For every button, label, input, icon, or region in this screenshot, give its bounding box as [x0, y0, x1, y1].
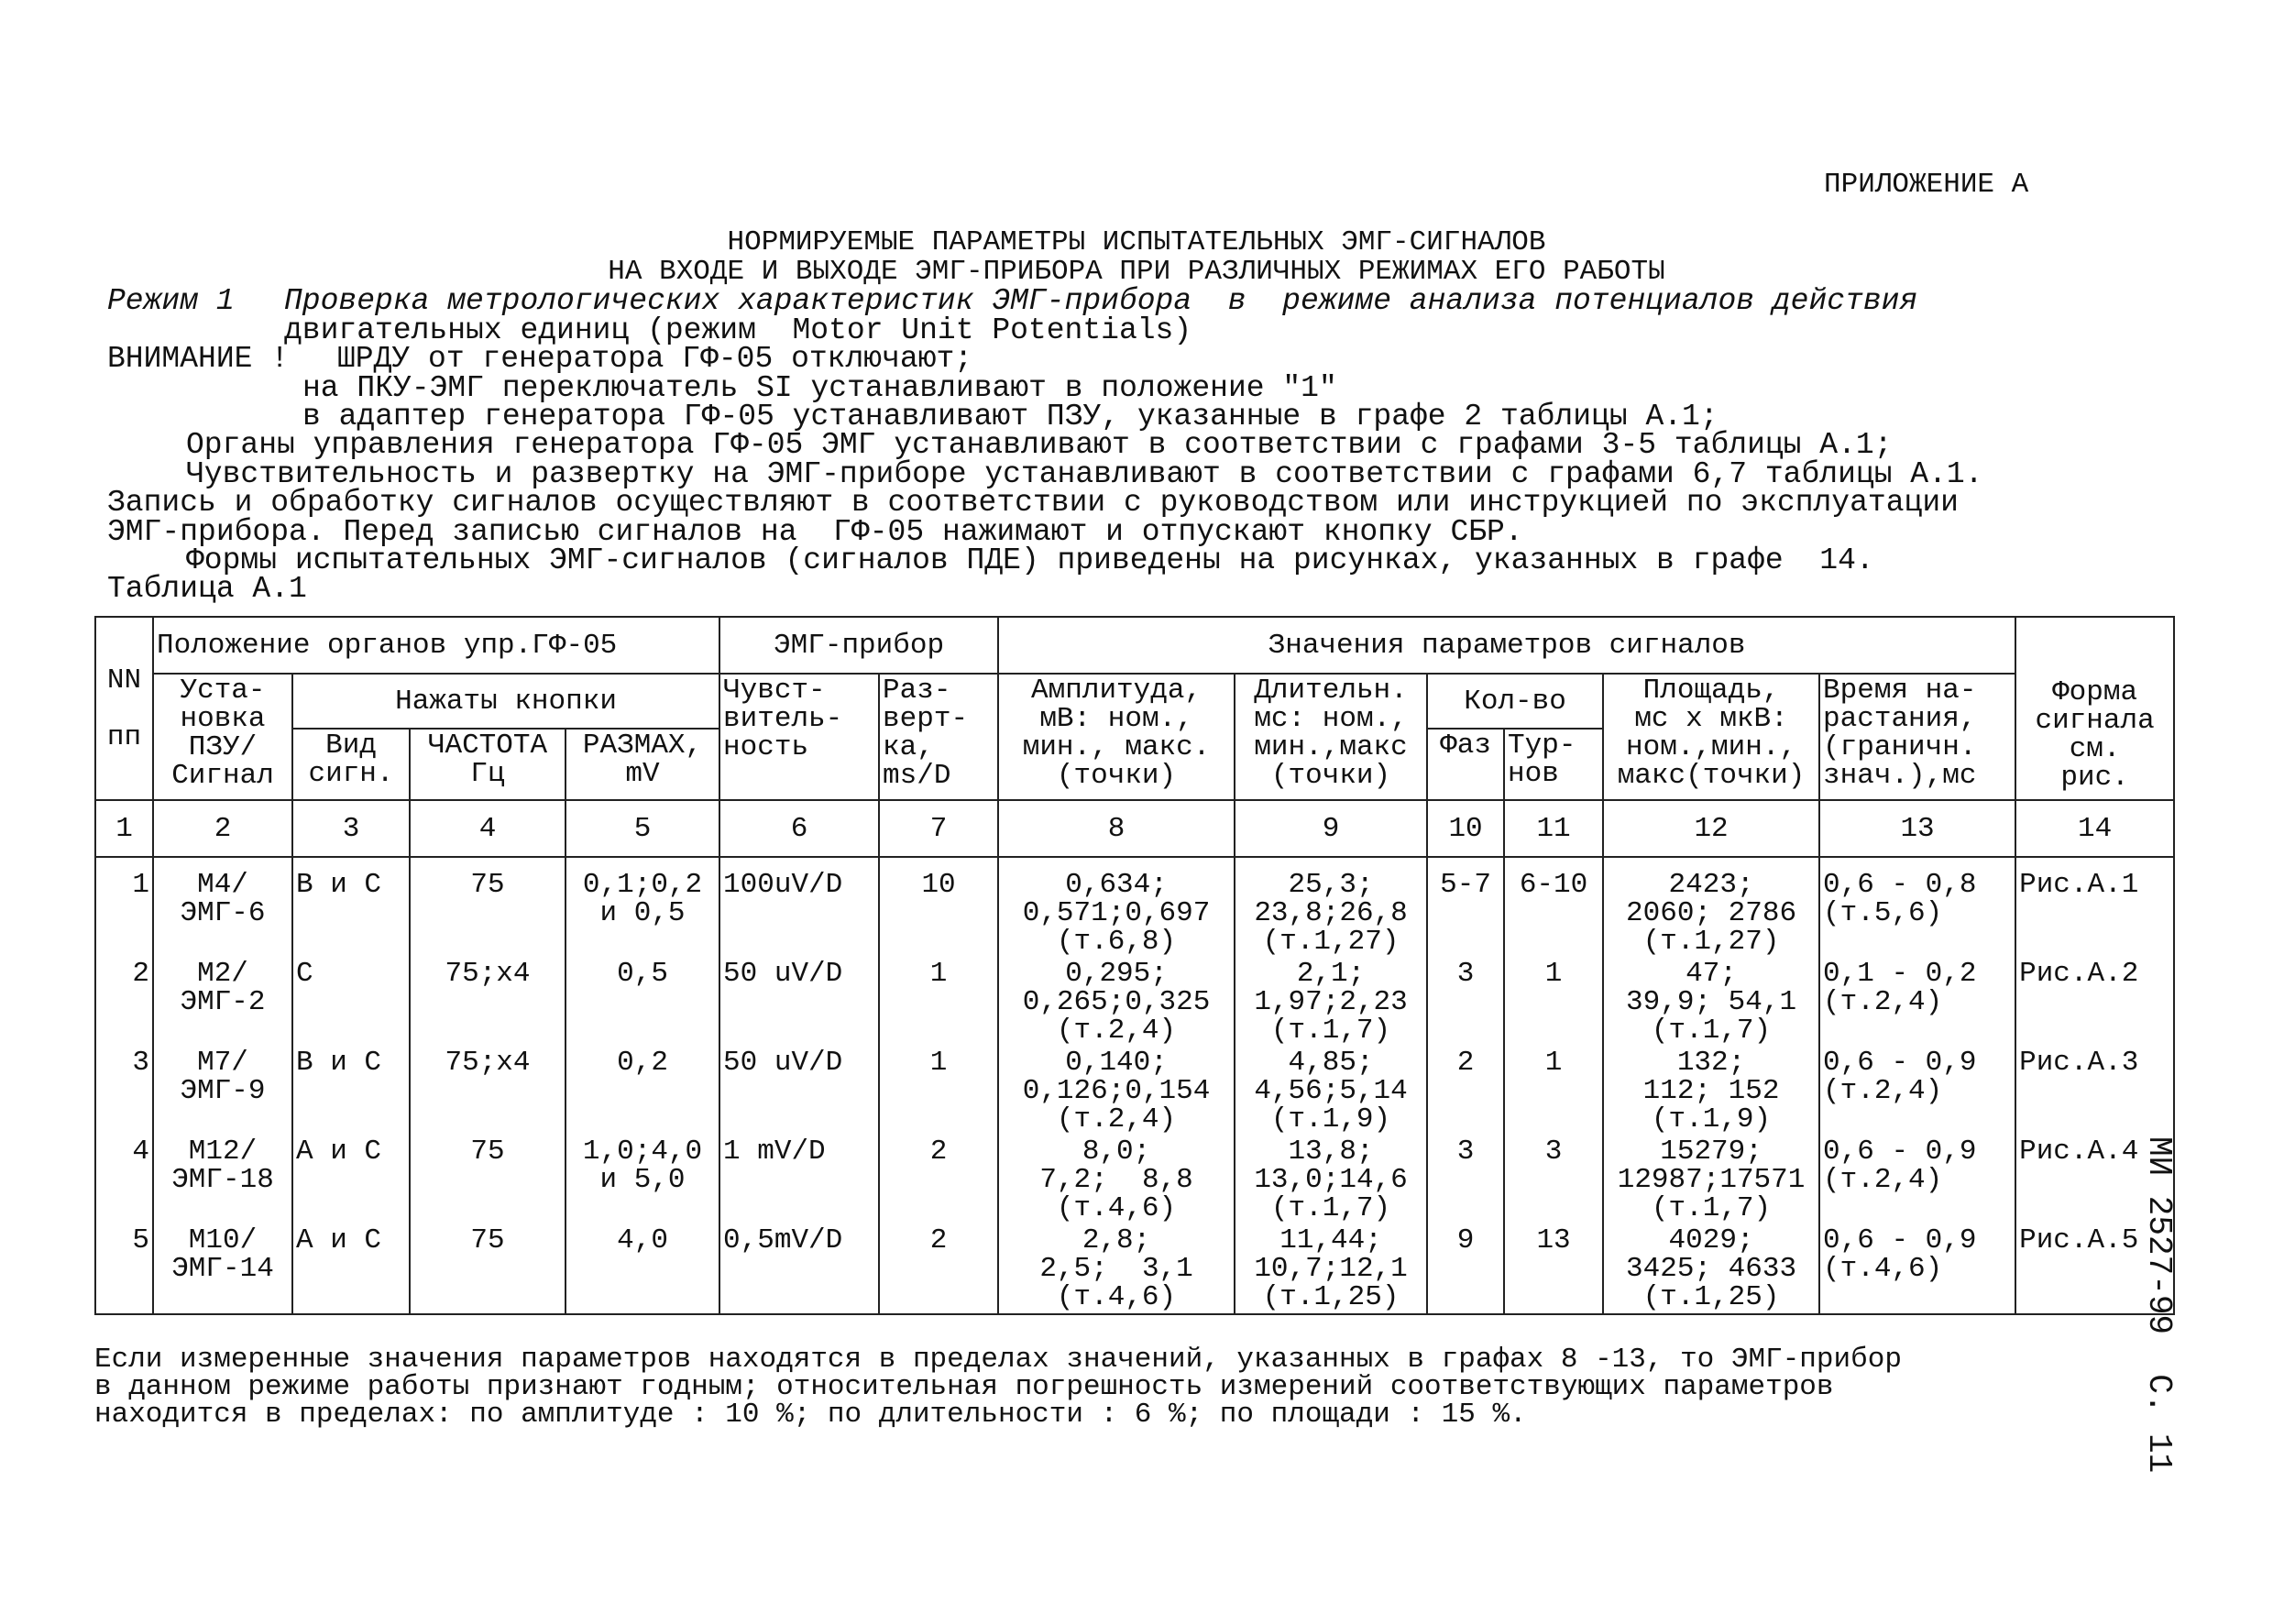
- header-signal-kind: Вид сигн.: [292, 729, 410, 800]
- cell-amp: 8,0; 7,2; 8,8 (т.4,6): [998, 1136, 1235, 1224]
- cell-freq: 75;х4: [410, 958, 566, 1047]
- table-row: [95, 1224, 2174, 1314]
- cell-turns: 1: [1504, 1047, 1603, 1136]
- paragraph-recording-line2: ЭМГ-прибора. Перед записью сигналов на ГФ-05 нажимают и отпускают кнопку СБР.: [107, 515, 1523, 549]
- column-number: 1: [95, 800, 153, 857]
- cell-phases: 2: [1427, 1047, 1504, 1136]
- cell-phases: 3: [1427, 1136, 1504, 1224]
- header-phases: Фаз: [1427, 729, 1504, 800]
- attention-label: ВНИМАНИЕ !: [107, 342, 290, 376]
- cell-form: Рис.А.2: [2015, 958, 2174, 1047]
- column-number: 5: [566, 800, 719, 857]
- paragraph-recording-line1: Запись и обработку сигналов осуществляют в соответствии с руководством или инструкцией по эксплуатации: [107, 486, 1959, 520]
- header-signal-form: Форма сигнала см. рис.: [2015, 617, 2174, 800]
- cell-kind: В и С: [292, 1047, 410, 1136]
- cell-turns: 6-10: [1504, 857, 1603, 958]
- cell-rom: М2/ ЭМГ-2: [153, 958, 292, 1047]
- cell-rom: М4/ ЭМГ-6: [153, 857, 292, 958]
- cell-rom: М7/ ЭМГ-9: [153, 1047, 292, 1136]
- column-number: 2: [153, 800, 292, 857]
- cell-nn: 4: [95, 1136, 153, 1224]
- cell-rise: 0,6 - 0,8 (т.5,6): [1819, 857, 2015, 958]
- header-frequency: ЧАСТОТА Гц: [410, 729, 566, 800]
- header-row-2: [95, 674, 2174, 729]
- cell-freq: 75: [410, 1224, 566, 1314]
- cell-area: 132; 112; 152 (т.1,9): [1603, 1047, 1819, 1136]
- cell-sweep: 1: [879, 1047, 998, 1136]
- footer-line3: находится в пределах: по амплитуде : 10 %; по длительности : 6 %; по площади : 15 %.: [94, 1399, 1527, 1431]
- column-number: 12: [1603, 800, 1819, 857]
- cell-sens: 0,5mV/D: [719, 1224, 879, 1314]
- header-rom: Уста- новка ПЗУ/ Сигнал: [153, 674, 292, 800]
- column-number-row: [95, 800, 2174, 857]
- cell-phases: 9: [1427, 1224, 1504, 1314]
- document-code: МИ 2527-99 С. 11: [2140, 1136, 2178, 1474]
- cell-dur: 13,8; 13,0;14,6 (т.1,7): [1235, 1136, 1427, 1224]
- header-count: Кол-во: [1427, 674, 1603, 729]
- cell-rise: 0,6 - 0,9 (т.2,4): [1819, 1136, 2015, 1224]
- cell-sens: 50 uV/D: [719, 958, 879, 1047]
- document-title-line1: НОРМИРУЕМЫЕ ПАРАМЕТРЫ ИСПЫТАТЕЛЬНЫХ ЭМГ-СИГНАЛОВ: [727, 226, 1546, 258]
- cell-sweep: 2: [879, 1136, 998, 1224]
- cell-form: Рис.А.3: [2015, 1047, 2174, 1136]
- header-sensitivity: Чувст- витель- ность: [719, 674, 879, 800]
- cell-area: 15279; 12987;17571 (т.1,7): [1603, 1136, 1819, 1224]
- cell-dur: 25,3; 23,8;26,8 (т.1,27): [1235, 857, 1427, 958]
- column-number: 13: [1819, 800, 2015, 857]
- header-nn: NN пп: [95, 617, 153, 800]
- mode-text-line2: двигательных единиц (режим Motor Unit Potentials): [284, 313, 1192, 347]
- table-body: [95, 857, 2174, 1314]
- header-peak-to-peak: РАЗМАХ, mV: [566, 729, 719, 800]
- cell-nn: 3: [95, 1047, 153, 1136]
- attention-line1: ШРДУ от генератора ГФ-05 отключают;: [337, 342, 973, 376]
- header-rise-time: Время на- растания, (граничн. знач.),мс: [1819, 674, 2015, 800]
- column-number: 3: [292, 800, 410, 857]
- cell-turns: 3: [1504, 1136, 1603, 1224]
- parameters-table: [94, 616, 2175, 1315]
- cell-freq: 75: [410, 1136, 566, 1224]
- header-area: Площадь, мс х мкВ: ном.,мин., макс(точки): [1603, 674, 1819, 800]
- table-row: [95, 857, 2174, 958]
- cell-rise: 0,6 - 0,9 (т.4,6): [1819, 1224, 2015, 1314]
- cell-rom: М10/ ЭМГ-14: [153, 1224, 292, 1314]
- mode-text-line1: Проверка метрологических характеристик ЭМГ-прибора в режиме анализа потенциалов действия: [284, 284, 1918, 318]
- cell-kind: С: [292, 958, 410, 1047]
- column-number: 8: [998, 800, 1235, 857]
- cell-dur: 4,85; 4,56;5,14 (т.1,9): [1235, 1047, 1427, 1136]
- cell-sens: 1 mV/D: [719, 1136, 879, 1224]
- paragraph-sensitivity: Чувствительность и развертку на ЭМГ-приборе устанавливают в соответствии с графами 6,7 таблицы А.1.: [186, 457, 1983, 491]
- cell-form: Рис.А.5: [2015, 1224, 2174, 1314]
- column-number: 9: [1235, 800, 1427, 857]
- mode-label: Режим 1: [107, 284, 235, 318]
- footer-line1: Если измеренные значения параметров находятся в пределах значений, указанных в графах 8 -13, то ЭМГ-прибор: [94, 1344, 1902, 1376]
- footer-line2: в данном режиме работы признают годным; относительная погрешность измерений соответствующих параметров: [94, 1371, 1834, 1403]
- cell-nn: 2: [95, 958, 153, 1047]
- header-turns: Тур- нов: [1504, 729, 1603, 800]
- column-number: 7: [879, 800, 998, 857]
- column-number: 4: [410, 800, 566, 857]
- column-number: 14: [2015, 800, 2174, 857]
- header-emg-device: ЭМГ-прибор: [719, 617, 998, 674]
- cell-kind: А и С: [292, 1136, 410, 1224]
- header-amplitude: Амплитуда, мВ: ном., мин., макс. (точки): [998, 674, 1235, 800]
- cell-sweep: 10: [879, 857, 998, 958]
- cell-max: 4,0: [566, 1224, 719, 1314]
- cell-phases: 5-7: [1427, 857, 1504, 958]
- header-controls: Положение органов упр.ГФ-05: [153, 617, 719, 674]
- cell-form: Рис.А.1: [2015, 857, 2174, 958]
- cell-kind: А и С: [292, 1224, 410, 1314]
- header-signal-values: Значения параметров сигналов: [998, 617, 2015, 674]
- cell-amp: 0,140; 0,126;0,154 (т.2,4): [998, 1047, 1235, 1136]
- cell-rom: М12/ ЭМГ-18: [153, 1136, 292, 1224]
- cell-area: 4029; 3425; 4633 (т.1,25): [1603, 1224, 1819, 1314]
- column-number: 10: [1427, 800, 1504, 857]
- cell-max: 0,2: [566, 1047, 719, 1136]
- table-caption: Таблица А.1: [107, 572, 307, 606]
- document-title-line2: НА ВХОДЕ И ВЫХОДЕ ЭМГ-ПРИБОРА ПРИ РАЗЛИЧНЫХ РЕЖИМАХ ЕГО РАБОТЫ: [608, 256, 1665, 288]
- cell-nn: 1: [95, 857, 153, 958]
- cell-nn: 5: [95, 1224, 153, 1314]
- cell-form: Рис.А.4: [2015, 1136, 2174, 1224]
- cell-freq: 75: [410, 857, 566, 958]
- table-row: [95, 1136, 2174, 1224]
- table-row: [95, 1047, 2174, 1136]
- cell-amp: 0,634; 0,571;0,697 (т.6,8): [998, 857, 1235, 958]
- cell-rise: 0,1 - 0,2 (т.2,4): [1819, 958, 2015, 1047]
- cell-amp: 0,295; 0,265;0,325 (т.2,4): [998, 958, 1235, 1047]
- column-number: 11: [1504, 800, 1603, 857]
- cell-sweep: 2: [879, 1224, 998, 1314]
- cell-dur: 2,1; 1,97;2,23 (т.1,7): [1235, 958, 1427, 1047]
- attention-line2: на ПКУ-ЭМГ переключатель SI устанавливают в положение "1": [302, 371, 1337, 405]
- cell-turns: 13: [1504, 1224, 1603, 1314]
- cell-max: 0,5: [566, 958, 719, 1047]
- cell-rise: 0,6 - 0,9 (т.2,4): [1819, 1047, 2015, 1136]
- header-buttons: Нажаты кнопки: [292, 674, 719, 729]
- paragraph-controls: Органы управления генератора ГФ-05 ЭМГ устанавливают в соответствии с графами 3-5 таблицы А.1;: [186, 428, 1893, 462]
- cell-freq: 75;х4: [410, 1047, 566, 1136]
- cell-dur: 11,44; 10,7;12,1 (т.1,25): [1235, 1224, 1427, 1314]
- header-sweep: Раз- верт- ка, ms/D: [879, 674, 998, 800]
- cell-sens: 50 uV/D: [719, 1047, 879, 1136]
- cell-sweep: 1: [879, 958, 998, 1047]
- cell-sens: 100uV/D: [719, 857, 879, 958]
- attention-line3: в адаптер генератора ГФ-05 устанавливают ПЗУ, указанные в графе 2 таблицы А.1;: [302, 400, 1718, 433]
- cell-area: 2423; 2060; 2786 (т.1,27): [1603, 857, 1819, 958]
- paragraph-forms: Формы испытательных ЭМГ-сигналов (сигналов ПДЕ) приведены на рисунках, указанных в графе 14.: [186, 543, 1874, 577]
- cell-amp: 2,8; 2,5; 3,1 (т.4,6): [998, 1224, 1235, 1314]
- header-duration: Длительн. мс: ном., мин.,макс (точки): [1235, 674, 1427, 800]
- table-row: [95, 958, 2174, 1047]
- cell-max: 1,0;4,0 и 5,0: [566, 1136, 719, 1224]
- cell-phases: 3: [1427, 958, 1504, 1047]
- cell-turns: 1: [1504, 958, 1603, 1047]
- header-row-1: [95, 617, 2174, 674]
- cell-max: 0,1;0,2 и 0,5: [566, 857, 719, 958]
- cell-kind: В и С: [292, 857, 410, 958]
- cell-area: 47; 39,9; 54,1 (т.1,7): [1603, 958, 1819, 1047]
- column-number: 6: [719, 800, 879, 857]
- appendix-label: ПРИЛОЖЕНИЕ А: [1824, 169, 2029, 201]
